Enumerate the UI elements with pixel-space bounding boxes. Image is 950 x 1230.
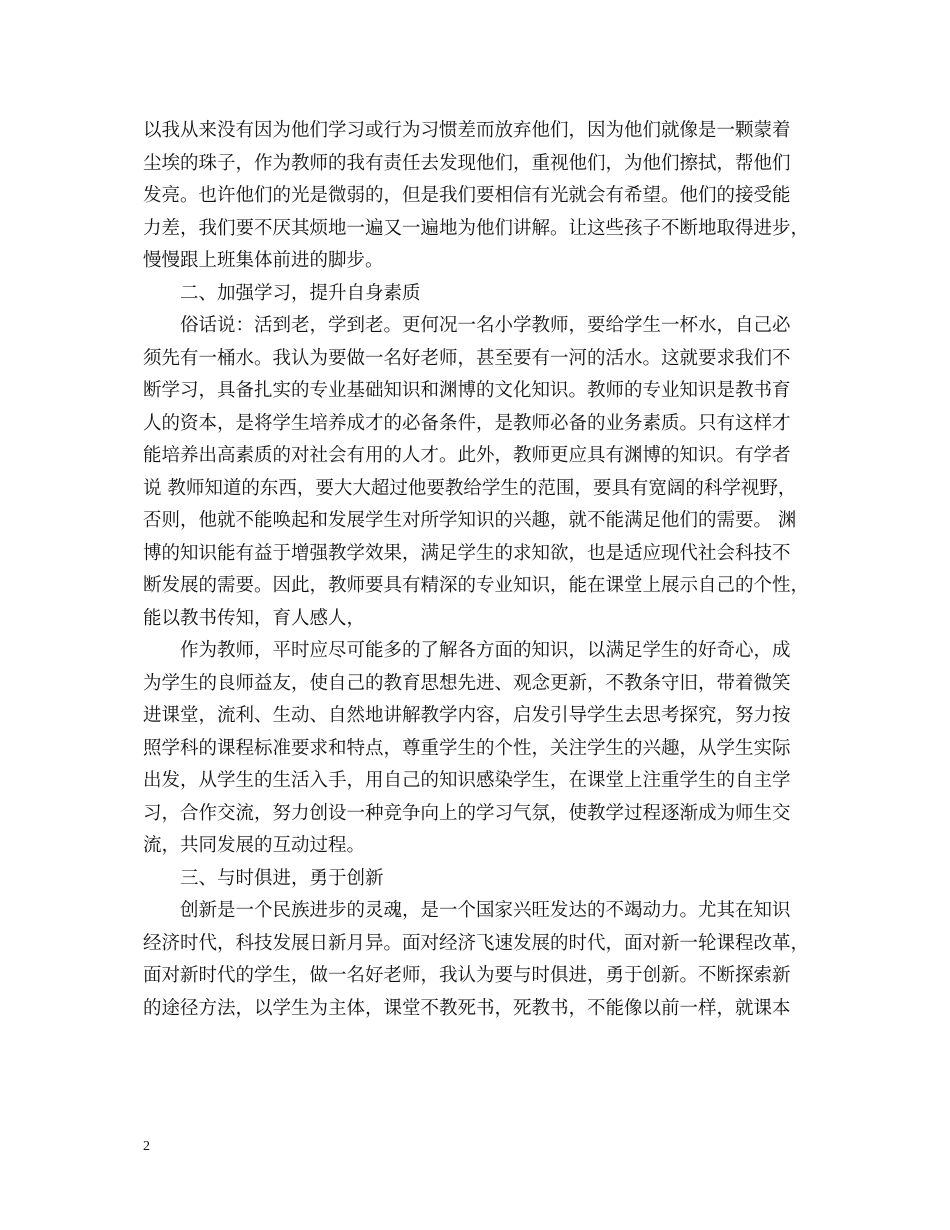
- text-line: 的途径方法，以学生为主体，课堂不教死书，死教书，不能像以前一样，就课本: [143, 997, 791, 1019]
- text-line: 力差，我们要不厌其烦地一遍又一遍地为他们讲解。让这些孩子不断地取得进步，: [143, 217, 810, 239]
- text-line: 须先有一桶水。我认为要做一名好老师，甚至要有一河的活水。这就要求我们不: [143, 347, 791, 369]
- text-line: 断发展的需要。因此，教师要具有精深的专业知识，能在课堂上展示自己的个性，: [143, 575, 810, 596]
- text-line: 尘埃的珠子，作为教师的我有责任去发现他们，重视他们，为他们擦拭，帮他们: [143, 152, 791, 174]
- text-line: 为学生的良师益友，使自己的教育思想先进、观念更新，不教条守旧，带着微笑: [143, 672, 791, 694]
- section-heading: 三、与时俱进，勇于创新: [180, 867, 384, 889]
- text-line: 能培养出高素质的对社会有用的人才。此外，教师更应具有渊博的知识。有学者: [143, 445, 791, 466]
- text-line: 俗话说：活到老，学到老。更何况一名小学教师，要给学生一杯水，自己必: [180, 315, 791, 336]
- text-line: 以我从来没有因为他们学习或行为习惯差而放弃他们，因为他们就像是一颗蒙着: [143, 120, 791, 141]
- text-line: 否则，他就不能唤起和发展学生对所学知识的兴趣，就不能满足他们的需要。 渊: [143, 510, 797, 531]
- text-line: 习，合作交流，努力创设一种竞争向上的学习气氛，使教学过程逐渐成为师生交: [143, 802, 791, 824]
- text-line: 出发，从学生的生活入手，用自己的知识感染学生，在课堂上注重学生的自主学: [143, 770, 791, 791]
- text-line: 断学习，具备扎实的专业基础知识和渊博的文化知识。教师的专业知识是教书育: [143, 380, 791, 401]
- text-line: 面对新时代的学生，做一名好老师，我认为要与时俱进，勇于创新。不断探索新: [143, 965, 791, 986]
- text-line: 博的知识能有益于增强教学效果，满足学生的求知欲，也是适应现代社会科技不: [143, 542, 791, 564]
- text-line: 照学科的课程标准要求和特点，尊重学生的个性，关注学生的兴趣，从学生实际: [143, 737, 791, 759]
- text-line: 创新是一个民族进步的灵魂，是一个国家兴旺发达的不竭动力。尤其在知识: [180, 900, 791, 921]
- text-line: 人的资本，是将学生培养成才的必备条件，是教师必备的业务素质。只有这样才: [143, 412, 791, 434]
- page-number: 2: [143, 1139, 150, 1154]
- text-line: 进课堂，流利、生动、自然地讲解教学内容，启发引导学生去思考探究，努力按: [143, 705, 791, 726]
- section-heading: 二、加强学习，提升自身素质: [180, 282, 421, 304]
- document-body: [143, 115, 813, 1025]
- text-line: 慢慢跟上班集体前进的脚步。: [143, 250, 384, 271]
- text-line: 流，共同发展的互动过程。: [143, 835, 366, 856]
- text-line: 作为教师，平时应尽可能多的了解各方面的知识，以满足学生的好奇心，成: [180, 640, 791, 661]
- text-line: 经济时代，科技发展日新月异。面对经济飞速发展的时代，面对新一轮课程改革，: [143, 932, 810, 954]
- text-line: 能以教书传知，育人感人，: [143, 607, 366, 629]
- text-line: 发亮。也许他们的光是微弱的，但是我们要相信有光就会有希望。他们的接受能: [143, 185, 791, 206]
- text-line: 说 教师知道的东西，要大大超过他要教给学生的范围，要具有宽阔的科学视野，: [143, 477, 797, 499]
